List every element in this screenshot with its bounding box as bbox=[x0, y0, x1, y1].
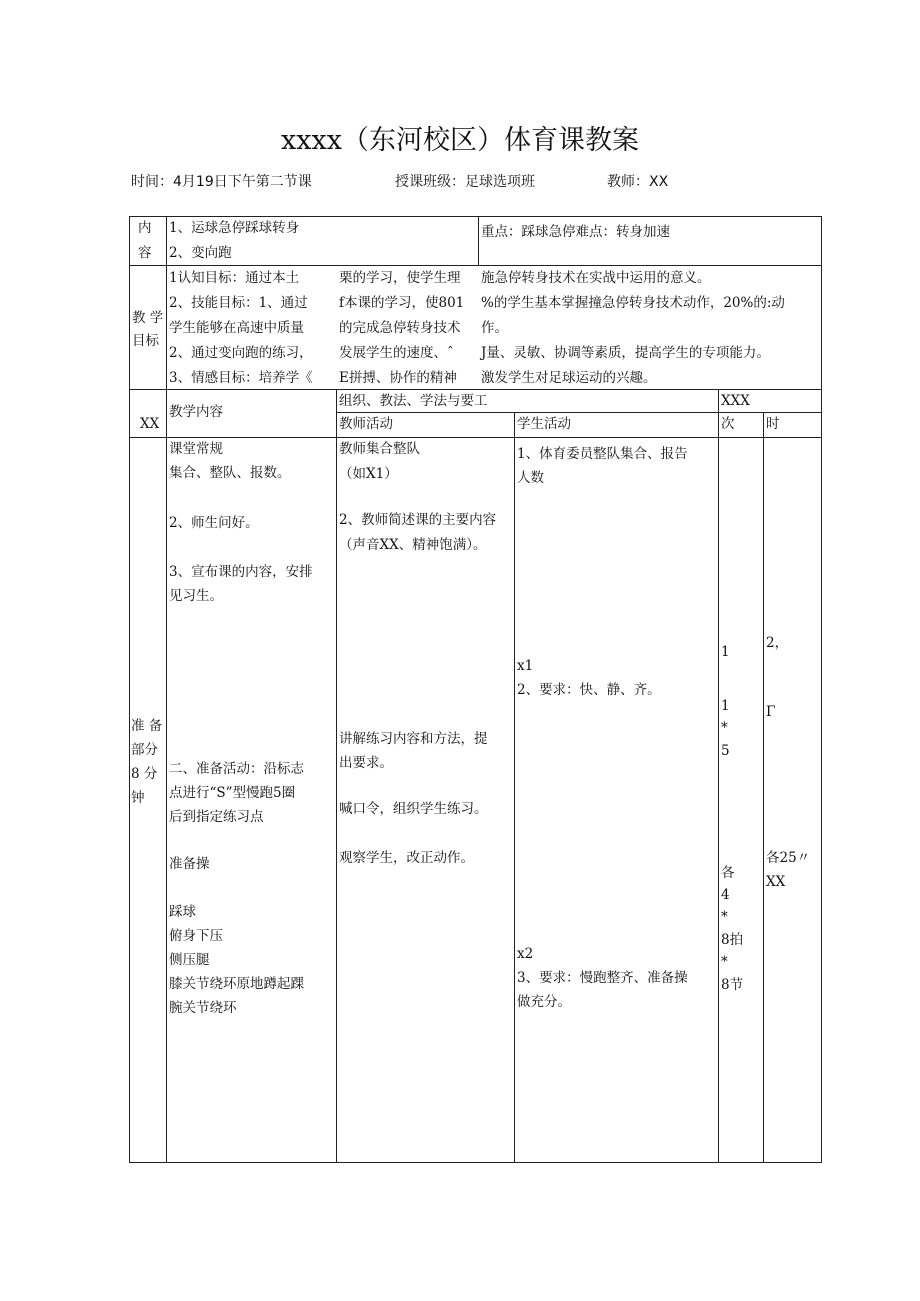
student-line: 2、要求：快、静、齐。 bbox=[517, 682, 661, 698]
teacher-line: 讲解练习内容和方法，提 bbox=[339, 731, 488, 747]
prep-label-line: 部分 bbox=[131, 742, 158, 758]
times-line: * bbox=[721, 909, 728, 925]
times-line: * bbox=[721, 720, 728, 736]
student-line: 3、要求：慢跑整齐、准备操 bbox=[517, 970, 688, 986]
teacher-line: 出要求。 bbox=[339, 755, 393, 771]
header-teacher: 教师活动 bbox=[339, 416, 393, 432]
content-line: 3、宣布课的内容，安排 bbox=[169, 564, 313, 580]
content-line: 后到指定练习点 bbox=[169, 809, 264, 825]
teacher-line: 喊口令，组织学生练习。 bbox=[339, 801, 488, 817]
prep-label-line: 钟 bbox=[131, 790, 145, 806]
teacher-line: 观察学生，改正动作。 bbox=[339, 850, 474, 866]
times-line: 8节 bbox=[721, 977, 744, 993]
lesson-teacher: 教师：XX bbox=[607, 174, 669, 190]
content-line: 俯身下压 bbox=[169, 928, 223, 944]
duration-line: 各25〃 bbox=[766, 850, 811, 866]
page-title: xxxx（东河校区）体育课教案 bbox=[281, 125, 639, 156]
grid-line-v-focus bbox=[478, 216, 479, 265]
teacher-line: （如X1） bbox=[339, 466, 398, 482]
grid-line-v2 bbox=[336, 389, 337, 1163]
grid-line-v-left bbox=[129, 216, 130, 1163]
grid-line-v1 bbox=[166, 216, 167, 1163]
content-label-1: 内 bbox=[138, 220, 152, 236]
goal-line: 1认知目标：通过本土 bbox=[169, 270, 300, 286]
content-label-2: 容 bbox=[138, 245, 152, 261]
grid-line-v3 bbox=[514, 412, 515, 1163]
grid-line-v5 bbox=[763, 412, 764, 1163]
goal-line: 的完成急停转身技术 bbox=[339, 320, 461, 336]
header-xxx: XXX bbox=[721, 393, 750, 409]
lesson-time: 时间：4月19日下午第二节课 bbox=[131, 174, 312, 190]
content-item-2: 2、变向跑 bbox=[169, 245, 232, 261]
content-line: 腕关节绕环 bbox=[169, 1000, 237, 1016]
header-times: 次 bbox=[721, 416, 735, 432]
teacher-line: 教师集合整队 bbox=[339, 441, 420, 457]
content-line: 踩球 bbox=[169, 904, 196, 920]
duration-line: XX bbox=[766, 874, 786, 890]
goal-line: %的学生基本掌握撞急停转身技术动作，20%的:动 bbox=[481, 295, 785, 311]
header-content: 教学内容 bbox=[169, 404, 223, 420]
header-org: 组织、教法、学法与要工 bbox=[339, 393, 488, 409]
grid-line-v4 bbox=[718, 389, 719, 1163]
goals-label-2: 目标 bbox=[132, 333, 159, 349]
content-item-1: 1、运球急停踩球转身 bbox=[169, 220, 300, 236]
header-duration: 时 bbox=[766, 416, 780, 432]
content-line: 见习生。 bbox=[169, 588, 223, 604]
goals-label-1: 教 学 bbox=[132, 310, 164, 326]
times-line: 各 bbox=[721, 865, 735, 881]
times-line: 1 bbox=[721, 698, 730, 714]
goal-line: 2、技能目标：1、通过 bbox=[169, 295, 308, 311]
content-line: 准备操 bbox=[169, 856, 210, 872]
goal-line: 作。 bbox=[481, 320, 508, 336]
goal-line: f本课的学习，使801 bbox=[339, 295, 465, 311]
content-line: 膝关节绕环原地蹲起踝 bbox=[169, 976, 304, 992]
prep-label-line: 8 分 bbox=[131, 766, 158, 782]
grid-line-v-right bbox=[821, 216, 822, 1163]
duration-line: 2， bbox=[766, 635, 789, 651]
goal-line: 3、情感目标：培养学《 bbox=[169, 370, 313, 386]
focus-difficulty: 重点：踩球急停难点：转身加速 bbox=[481, 224, 670, 240]
student-line: 做充分。 bbox=[517, 994, 571, 1010]
teacher-line: （声音XX、精神饱满）。 bbox=[339, 537, 487, 553]
times-line: 4 bbox=[721, 887, 730, 903]
times-line: 1 bbox=[721, 644, 730, 660]
student-line: 人数 bbox=[517, 470, 544, 486]
goal-line: E拼搏、协作的精神 bbox=[339, 370, 457, 386]
goal-line: J量、灵敏、协调等素质，提高学生的专项能力。 bbox=[481, 345, 770, 361]
content-line: 点进行“S”型慢跑5圈 bbox=[169, 785, 296, 801]
duration-line: Γ bbox=[766, 704, 776, 720]
times-line: 8拍 bbox=[721, 932, 744, 948]
student-line: 1、体育委员整队集合、报告 bbox=[517, 446, 688, 462]
content-line: 集合、整队、报数。 bbox=[169, 465, 291, 481]
goal-line: 2、通过变向跑的练习， bbox=[169, 345, 313, 361]
goal-line: 发展学生的速度、ˆ bbox=[339, 345, 454, 361]
goal-line: 施急停转身技术在实战中运用的意义。 bbox=[481, 270, 711, 286]
content-line: 二、准备活动：沿标志 bbox=[169, 761, 304, 777]
times-line: 5 bbox=[721, 743, 730, 759]
content-line: 侧压腿 bbox=[169, 952, 210, 968]
goal-line: 栗的学习，使学生理 bbox=[339, 270, 461, 286]
header-student: 学生活动 bbox=[517, 416, 571, 432]
student-line: x1 bbox=[517, 658, 534, 674]
prep-label-line: 准 备 bbox=[131, 718, 163, 734]
goal-line: 学生能够在高速中质量 bbox=[169, 320, 304, 336]
teacher-line: 2、教师简述课的主要内容 bbox=[339, 512, 497, 528]
lesson-class: 授课班级：足球选项班 bbox=[395, 174, 535, 190]
content-line: 2、师生问好。 bbox=[169, 515, 259, 531]
header-xx: XX bbox=[140, 416, 160, 432]
content-line: 课堂常规 bbox=[169, 441, 223, 457]
student-line: x2 bbox=[517, 946, 534, 962]
goal-line: 激发学生对足球运动的兴趣。 bbox=[481, 370, 657, 386]
times-line: * bbox=[721, 954, 728, 970]
